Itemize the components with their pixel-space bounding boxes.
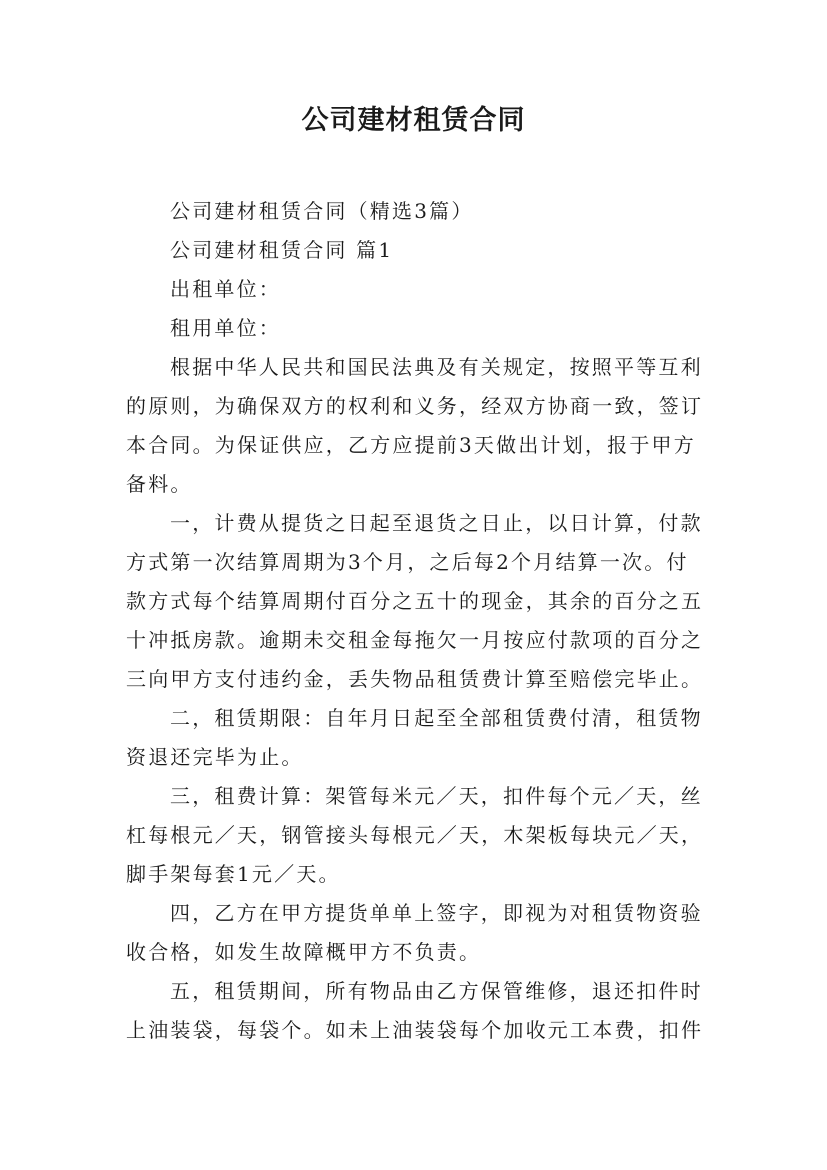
paragraph-line: 三，租费计算：架管每米元／天，扣件每个元／天，丝 [170, 784, 703, 808]
paragraph-line: 备料。 [126, 472, 193, 496]
paragraph-line: 款方式每个结算周期付百分之五十的现金，其余的百分之五 [126, 589, 704, 613]
paragraph-line: 的原则，为确保双方的权利和义务，经双方协商一致，签订 [126, 394, 704, 418]
paragraph-line: 收合格，如发生故障概甲方不负责。 [126, 940, 482, 964]
paragraph-line: 上油装袋，每袋个。如未上油装袋每个加收元工本费，扣件 [126, 1018, 704, 1042]
paragraph-line: 一，计费从提货之日起至退货之日止，以日计算，付款 [170, 511, 703, 535]
paragraph-line: 资退还完毕为止。 [126, 745, 304, 769]
paragraph-line: 十冲抵房款。逾期未交租金每拖欠一月按应付款项的百分之 [126, 628, 704, 652]
paragraph-line: 根据中华人民共和国民法典及有关规定，按照平等互利 [170, 355, 703, 379]
lessor-line: 出租单位： [170, 277, 281, 301]
paragraph-line: 二，租赁期限：自年月日起至全部租赁费付清，租赁物 [170, 706, 703, 730]
lessee-line: 租用单位： [170, 316, 281, 340]
paragraph-line: 五，租赁期间，所有物品由乙方保管维修，退还扣件时 [170, 979, 703, 1003]
document-title: 公司建材租赁合同 [301, 105, 526, 136]
paragraph-line: 杠每根元／天，钢管接头每根元／天，木架板每块元／天， [126, 823, 704, 847]
paragraph-line: 脚手架每套1元／天。 [126, 862, 341, 886]
paragraph-line: 本合同。为保证供应，乙方应提前3天做出计划，报于甲方 [126, 433, 696, 457]
paragraph-line: 方式第一次结算周期为3个月，之后每2个月结算一次。付 [126, 550, 689, 574]
section-heading: 公司建材租赁合同 篇1 [170, 238, 394, 262]
subtitle-line: 公司建材租赁合同（精选3篇） [170, 199, 474, 223]
paragraph-line: 三向甲方支付违约金，丢失物品租赁费计算至赔偿完毕止。 [126, 667, 704, 691]
paragraph-line: 四，乙方在甲方提货单单上签字，即视为对租赁物资验 [170, 901, 703, 925]
